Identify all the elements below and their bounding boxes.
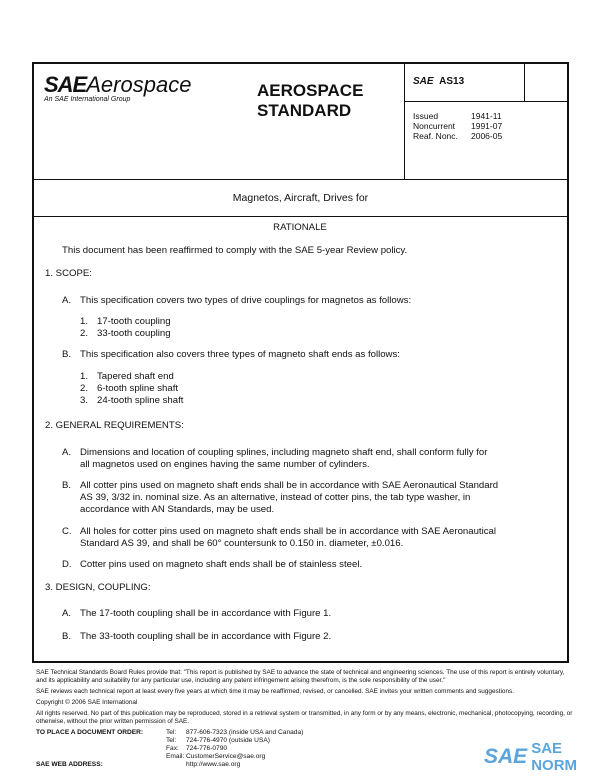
paragraph: The 17-tooth coupling shall be in accordance with Figure 1. bbox=[80, 608, 332, 619]
paragraph: Cotter pins used on magneto shaft ends shall be of stainless steel. bbox=[80, 559, 363, 570]
document-title: Magnetos, Aircraft, Drives for bbox=[232, 192, 369, 204]
paragraph-line: accordance with AN Standards, may be used. bbox=[80, 504, 275, 515]
paragraph-line: all magnetos used on engines having the same number of cylinders. bbox=[80, 459, 370, 470]
order-label: TO PLACE A DOCUMENT ORDER: bbox=[36, 729, 144, 736]
date-row bbox=[413, 111, 502, 121]
doc-number: AS13 bbox=[439, 76, 465, 87]
item-number: 1. bbox=[80, 371, 89, 382]
item-letter: A. bbox=[62, 608, 72, 619]
contact-key: Tel: bbox=[166, 737, 177, 744]
paragraph-line: All holes for cotter pins used on magneto shaft ends shall be in accordance with SAE Aeronautical bbox=[80, 526, 496, 537]
footer-copyright: Copyright © 2006 SAE International bbox=[36, 699, 138, 706]
contact-value[interactable]: 877-606-7323 (inside USA and Canada) bbox=[186, 729, 304, 736]
doc-number-cell bbox=[405, 64, 525, 102]
std-line2: STANDARD bbox=[257, 101, 352, 120]
doc-info-block bbox=[404, 64, 567, 180]
rationale-heading: RATIONALE bbox=[273, 222, 327, 233]
date-value: 1991-07 bbox=[471, 121, 503, 131]
email-link[interactable]: CustomerService@sae.org bbox=[186, 753, 266, 760]
revision-cell bbox=[525, 64, 568, 102]
watermark-norm: SAE NORM bbox=[531, 740, 578, 774]
list-item: 33-tooth coupling bbox=[97, 328, 171, 339]
std-line1: AEROSPACE bbox=[257, 81, 364, 100]
paragraph: The 33-tooth coupling shall be in accordance with Figure 2. bbox=[80, 631, 332, 642]
divider bbox=[34, 216, 567, 217]
document-frame bbox=[32, 62, 569, 663]
item-letter: D. bbox=[62, 559, 72, 570]
contact-value: 724-776-0790 bbox=[186, 745, 228, 752]
sae-aerospace-logo bbox=[44, 72, 191, 103]
header bbox=[34, 64, 567, 180]
section-heading: 1. SCOPE: bbox=[45, 268, 92, 279]
paragraph-line: AS 39, 3/32 in. nominal size. As an alternative, instead of cotter pins, the tab type washer, in bbox=[80, 492, 471, 503]
item-letter: B. bbox=[62, 349, 72, 360]
item-letter: C. bbox=[62, 526, 72, 537]
item-number: 3. bbox=[80, 395, 89, 406]
dates bbox=[413, 111, 502, 141]
footer-review: SAE reviews each technical report at least every five years at which time it may be reaffirmed, revised, or cancelled. SAE invites your written comments and suggestions. bbox=[36, 688, 514, 695]
footer-rights: All rights reserved. No part of this publication may be reproduced, stored in a retrieval system or transmitted, in any form or by any means, electronic, mechanical, photocopying, recording, or otherwise, without the prior written permission of SAE. bbox=[36, 710, 573, 725]
sae-mark: SAE bbox=[413, 76, 434, 87]
contact-key: Fax: bbox=[166, 745, 179, 752]
item-number: 1. bbox=[80, 316, 89, 327]
rationale-text: This document has been reaffirmed to comply with the SAE 5-year Review policy. bbox=[62, 245, 408, 256]
item-letter: A. bbox=[62, 447, 72, 458]
list-item: Tapered shaft end bbox=[97, 371, 174, 382]
paragraph-line: Dimensions and location of coupling splines, including magneto shaft end, shall conform fully for bbox=[80, 447, 488, 458]
list-item: 17-tooth coupling bbox=[97, 316, 171, 327]
list-item: 24-tooth spline shaft bbox=[97, 395, 184, 406]
item-number: 2. bbox=[80, 383, 89, 394]
contact-key: Email: bbox=[166, 753, 185, 760]
contact-key: Tel: bbox=[166, 729, 177, 736]
paragraph: This specification also covers three types of magneto shaft ends as follows: bbox=[80, 349, 400, 360]
list-item: 6-tooth spline shaft bbox=[97, 383, 179, 394]
section-heading: 2. GENERAL REQUIREMENTS: bbox=[45, 420, 184, 431]
date-label: Issued bbox=[413, 111, 439, 121]
date-label: Noncurrent bbox=[413, 121, 456, 131]
standard-heading bbox=[257, 81, 363, 121]
date-value: 1941-11 bbox=[471, 111, 502, 121]
footer-rules: SAE Technical Standards Board Rules provide that: "This report is published by SAE to advance the state of technical and engineering sciences. The use of this report is entirely voluntary, and its applicability and suitability for any particular use, including any patent infringement arising therefrom, is the sole responsibility of the user." bbox=[36, 669, 565, 684]
item-letter: A. bbox=[62, 295, 72, 306]
paragraph-line: All cotter pins used on magneto shaft ends shall be in accordance with SAE Aeronautical Standard bbox=[80, 480, 499, 491]
date-label: Reaf. Nonc. bbox=[413, 131, 458, 141]
paragraph-line: Standard AS 39, and shall be 60° countersunk to 0.150 in. diameter, ±0.016. bbox=[80, 538, 404, 549]
section-heading: 3. DESIGN, COUPLING: bbox=[45, 582, 151, 593]
sae-norm-watermark bbox=[484, 740, 600, 774]
web-label: SAE WEB ADDRESS: bbox=[36, 761, 103, 768]
date-value: 2006-05 bbox=[471, 131, 503, 141]
date-row bbox=[413, 121, 502, 131]
paragraph: This specification covers two types of drive couplings for magnetos as follows: bbox=[80, 295, 412, 306]
logo-aerospace: Aerospace bbox=[86, 72, 192, 97]
contact-value[interactable]: 724-776-4970 (outside USA) bbox=[186, 737, 270, 744]
logo-sae: SAE bbox=[44, 72, 87, 97]
item-number: 2. bbox=[80, 328, 89, 339]
item-letter: B. bbox=[62, 631, 72, 642]
date-row bbox=[413, 131, 502, 141]
web-link[interactable]: http://www.sae.org bbox=[186, 761, 241, 768]
logo-group: An SAE International Group bbox=[44, 96, 131, 103]
watermark-sae: SAE bbox=[484, 745, 528, 768]
item-letter: B. bbox=[62, 480, 72, 491]
